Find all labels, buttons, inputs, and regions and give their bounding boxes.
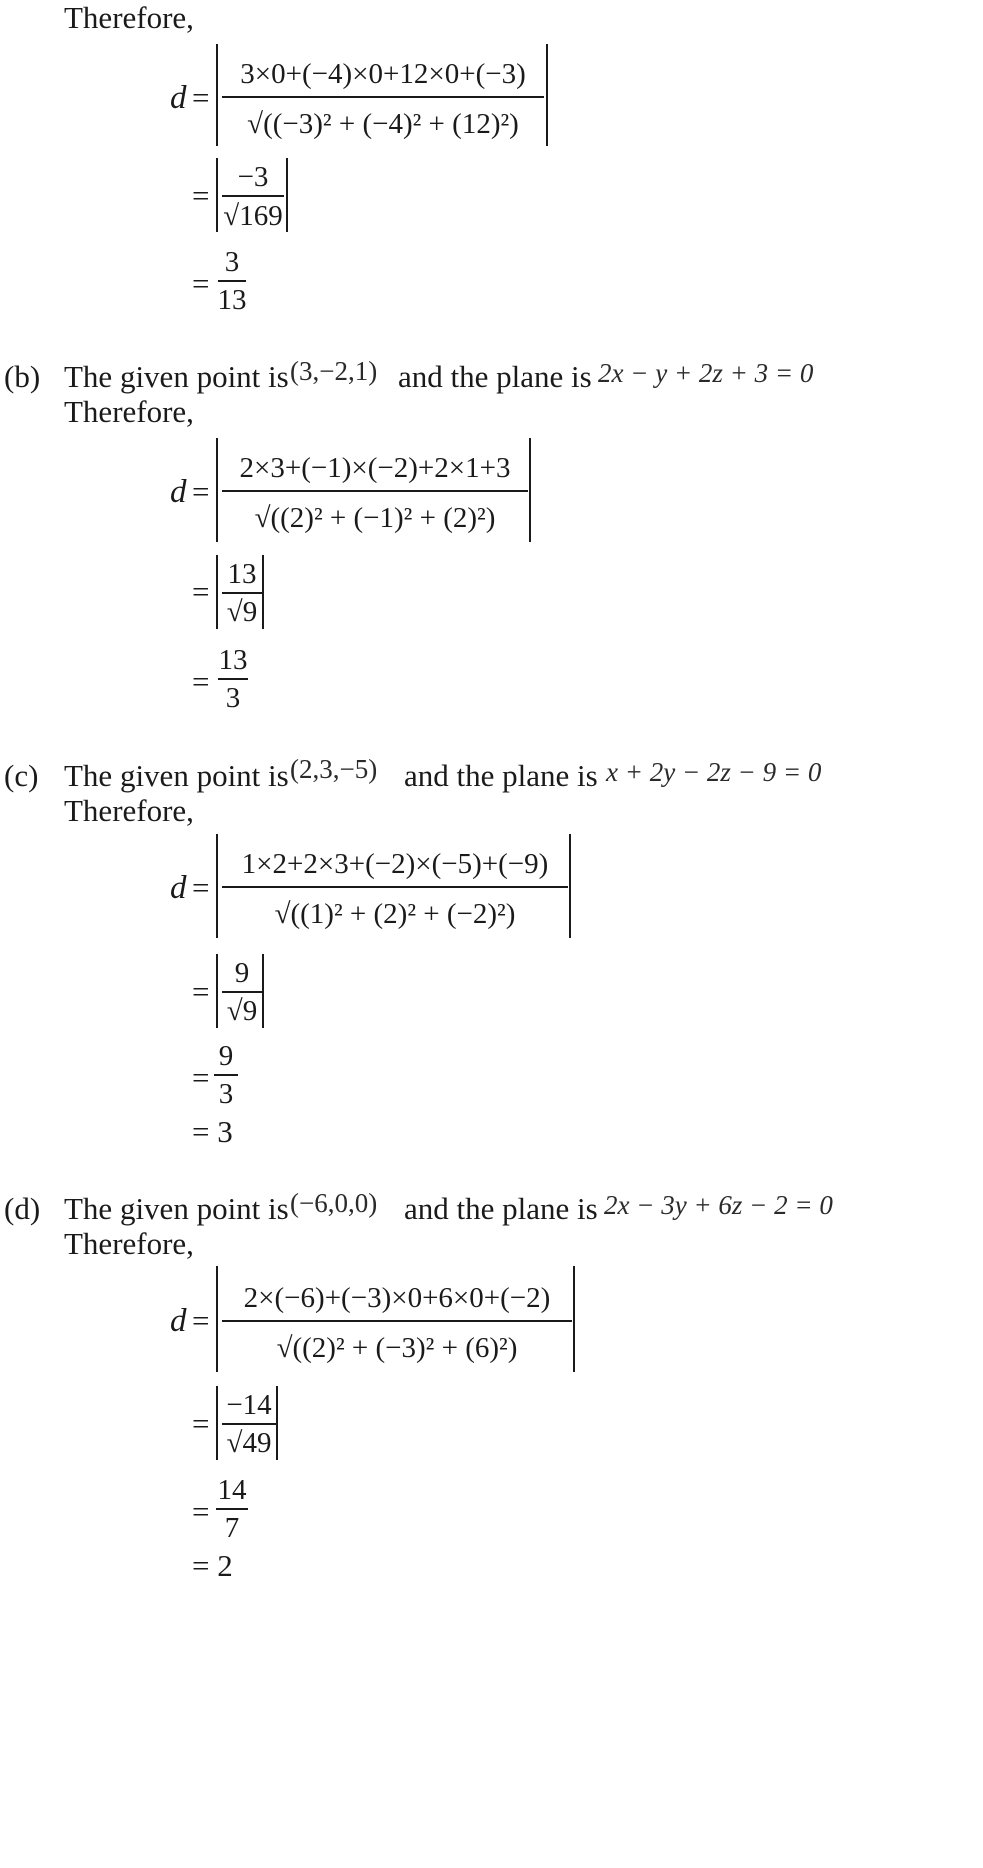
abs-bar-left <box>216 555 218 629</box>
fraction-bar <box>222 1423 276 1425</box>
fraction-denominator: √((2)² + (−1)² + (2)²) <box>254 502 496 534</box>
fraction-numerator: 2×(−6)+(−3)×0+6×0+(−2) <box>243 1282 551 1314</box>
plane-equation: 2x − y + 2z + 3 = 0 <box>598 358 814 388</box>
fraction-denominator: √((1)² + (2)² + (−2)²) <box>274 898 516 930</box>
fraction-numerator: 13 <box>218 644 248 676</box>
therefore-text: Therefore, <box>64 394 194 429</box>
fraction-numerator: 1×2+2×3+(−2)×(−5)+(−9) <box>241 848 549 880</box>
fraction-bar <box>214 1074 238 1076</box>
fraction-denominator: √9 <box>226 596 258 628</box>
fraction-bar <box>222 96 544 98</box>
fraction-denominator: 3 <box>218 1078 234 1110</box>
equals-sign: = <box>192 1060 210 1095</box>
equals-sign: = <box>192 870 210 905</box>
fraction-denominator: √((2)² + (−3)² + (6)²) <box>276 1332 518 1364</box>
d-symbol: d <box>170 1303 187 1339</box>
equals-sign: = <box>192 1406 210 1441</box>
part-label: (b) <box>4 359 41 394</box>
abs-bar-right <box>573 1266 575 1372</box>
abs-bar-right <box>276 1386 278 1460</box>
fraction-numerator: 9 <box>218 1040 234 1072</box>
point-coordinates: (3,−2,1) <box>290 356 378 386</box>
abs-bar-right <box>569 834 571 938</box>
equals-sign: = <box>192 1494 210 1529</box>
abs-bar-left <box>216 44 218 146</box>
equals-sign: = <box>192 474 210 509</box>
fraction-numerator: −14 <box>226 1389 272 1421</box>
fraction-bar <box>222 991 262 993</box>
therefore-text: Therefore, <box>64 0 194 35</box>
abs-bar-right <box>262 555 264 629</box>
equals-sign: = <box>192 178 210 213</box>
fraction-numerator: 14 <box>217 1474 247 1506</box>
abs-bar-right <box>546 44 548 146</box>
fraction-denominator: √49 <box>226 1427 272 1459</box>
fraction-denominator: √169 <box>223 200 283 232</box>
fraction-denominator: 3 <box>225 682 241 714</box>
fraction-denominator: 13 <box>217 284 247 316</box>
plane-equation: x + 2y − 2z − 9 = 0 <box>606 757 822 787</box>
d-symbol: d <box>170 474 187 510</box>
fraction-denominator: 7 <box>224 1512 240 1544</box>
fraction-bar <box>218 678 248 680</box>
fraction-numerator: 9 <box>234 957 250 989</box>
point-coordinates: (2,3,−5) <box>290 754 378 784</box>
abs-bar-left <box>216 158 218 232</box>
part-label: (d) <box>4 1191 41 1226</box>
fraction-numerator: 3 <box>224 246 240 278</box>
fraction-bar <box>222 592 262 594</box>
fraction-bar <box>222 886 568 888</box>
given-point-text: The given point is <box>64 359 289 394</box>
fraction-bar <box>222 195 284 197</box>
fraction-denominator: √9 <box>226 995 258 1027</box>
fraction-numerator: 2×3+(−1)×(−2)+2×1+3 <box>239 452 511 484</box>
fraction-bar <box>222 490 528 492</box>
abs-bar-left <box>216 1386 218 1460</box>
plane-intro-text: and the plane is <box>404 758 598 793</box>
given-point-text: The given point is <box>64 758 289 793</box>
plane-equation: 2x − 3y + 6z − 2 = 0 <box>604 1190 833 1220</box>
fraction-bar <box>216 1508 248 1510</box>
abs-bar-right <box>262 954 264 1028</box>
equals-sign: = <box>192 80 210 115</box>
abs-bar-left <box>216 1266 218 1372</box>
equals-sign: = <box>192 974 210 1009</box>
fraction-denominator: √((−3)² + (−4)² + (12)²) <box>247 108 519 140</box>
plane-intro-text: and the plane is <box>398 359 592 394</box>
equals-sign: = <box>192 266 210 301</box>
fraction-numerator: −3 <box>237 161 269 193</box>
therefore-text: Therefore, <box>64 1226 194 1261</box>
equals-sign: = <box>192 664 210 699</box>
result-value: = 3 <box>192 1114 233 1149</box>
equals-sign: = <box>192 1303 210 1338</box>
part-label: (c) <box>4 758 39 793</box>
abs-bar-left <box>216 834 218 938</box>
abs-bar-left <box>216 438 218 542</box>
point-coordinates: (−6,0,0) <box>290 1188 378 1218</box>
abs-bar-right <box>286 158 288 232</box>
d-symbol: d <box>170 80 187 116</box>
fraction-bar <box>218 280 246 282</box>
equals-sign: = <box>192 574 210 609</box>
d-symbol: d <box>170 870 187 906</box>
abs-bar-left <box>216 954 218 1028</box>
plane-intro-text: and the plane is <box>404 1191 598 1226</box>
given-point-text: The given point is <box>64 1191 289 1226</box>
fraction-numerator: 13 <box>227 558 257 590</box>
fraction-numerator: 3×0+(−4)×0+12×0+(−3) <box>240 58 526 90</box>
result-value: = 2 <box>192 1548 233 1583</box>
abs-bar-right <box>529 438 531 542</box>
fraction-bar <box>222 1320 572 1322</box>
therefore-text: Therefore, <box>64 793 194 828</box>
